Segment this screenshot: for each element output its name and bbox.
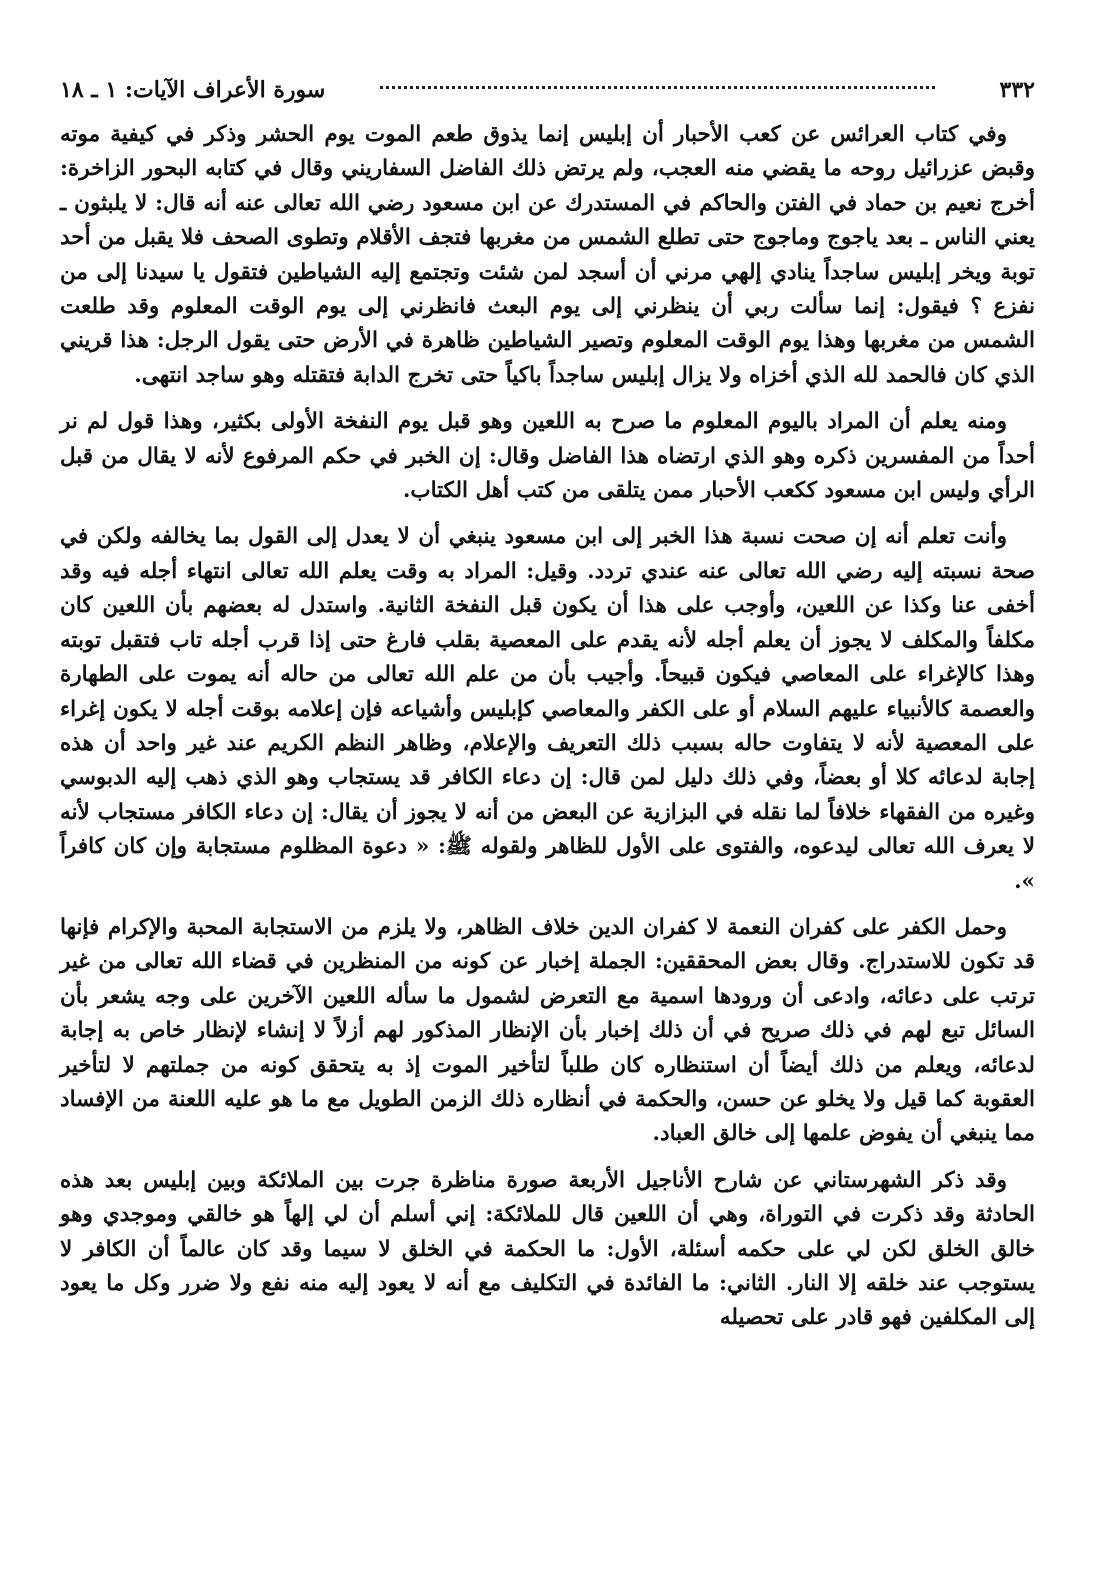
- page-header: [60, 72, 1035, 112]
- document-page: [60, 72, 1035, 1562]
- paragraph-4: وحمل الكفر على كفران النعمة لا كفران الدين خلاف الظاهر، ولا يلزم من الاستجابة المحبة والإكرام فإنها قد تكون للاستدراج. وقال بعض المحققين: الجملة إخبار عن كونه من المنظرين في قضاء الله تعالى من غير ترتب على دعائه، وادعى أن ورودها اسمية مع التعرض لشمول ما سأله اللعين الآخرين على وجه يشعر بأن السائل تبع لهم في ذلك صريح في أن ذلك إخبار بأن الإنظار المذكور لهم أزلاً لا إنشاء لإنظار خاص به إجابة لدعائه، ويعلم من ذلك أيضاً أن استنظاره كان طلباً لتأخير الموت إذ به يتحقق كونه من جملتهم لا لتأخير العقوبة كما قيل ولا يخلو عن حسن، والحكمة في أنظاره ذلك الزمن الطويل مع ما هو عليه اللعنة من الإفساد مما ينبغي أن يفوض علمها إلى خالق العباد.: [60, 914, 1035, 1147]
- header-dotted-leader: [380, 86, 935, 89]
- paragraph-2: ومنه يعلم أن المراد باليوم المعلوم ما صرح به اللعين وهو قبل يوم النفخة الأولى بكثير، وهذا قول لم نر أحداً من المفسرين ذكره وهو الذي ارتضاه هذا الفاضل وقال: إن الخبر في حكم المرفوع لأنه لا يقال من قبل الرأي وليس ابن مسعود ككعب الأحبار ممن يتلقى من كتب أهل الكتاب.: [60, 409, 1035, 504]
- paragraph-3: وأنت تعلم أنه إن صحت نسبة هذا الخبر إلى ابن مسعود ينبغي أن لا يعدل إلى القول بما يخالفه ولكن في صحة نسبته إليه رضي الله تعالى عنه عندي تردد. وقيل: المراد به وقت يعلم الله تعالى انتهاء أجله فيه وقد أخفى عنا وكذا عن اللعين، وأوجب على هذا أن يكون قبل النفخة الثانية. واستدل له بعضهم بأن اللعين كان مكلفاً والمكلف لا يجوز أن يعلم أجله لأنه يقدم على المعصية بقلب فارغ حتى إذا قرب أجله تاب فتقبل توبته وهذا كالإغراء على المعاصي فيكون قبيحاً. وأجيب بأن من علم الله تعالى من حاله أنه يموت على الطهارة والعصمة كالأنبياء عليهم السلام أو على الكفر والمعاصي كإبليس وأشياعه فإن إعلامه بوقت أجله لا يكون إغراء على المعصية لأنه لا يتفاوت حاله بسبب ذلك التعريف والإعلام، وظاهر النظم الكريم عند غير واحد أن هذه إجابة لدعائه كلا أو بعضاً، وفي ذلك دليل لمن قال: إن دعاء الكافر قد يستجاب وهو الذي ذهب إليه الدبوسي وغيره من الفقهاء خلافاً لما نقله في البزازية عن البعض من أنه لا يجوز أن يقال: إن دعاء الكافر مستجاب لأنه لا يعرف الله تعالى ليدعوه، والفتوى على الأول للظاهر ولقوله ﷺ: « دعوة المظلوم مستجابة وإن كان كافراً ».: [60, 524, 1035, 894]
- paragraph-5: وقد ذكر الشهرستاني عن شارح الأناجيل الأربعة صورة مناظرة جرت بين الملائكة وبين إبليس بعد هذه الحادثة وقد ذكرت في التوراة، وهي أن اللعين قال للملائكة: إني أسلم أن لي إلهاً هو خالقي وموجدي وهو خالق الخلق لكن لي على حكمه أسئلة، الأول: ما الحكمة في الخلق لا سيما وقد كان عالماً أن الكافر لا يستوجب عند خلقه إلا النار. الثاني: ما الفائدة في التكليف مع أنه لا يعود إليه منه نفع ولا ضرر وكل ما يعود إلى المكلفين فهو قادر على تحصيله: [60, 1167, 1035, 1331]
- body-text: [60, 118, 1035, 1336]
- page-number: ٣٣٢: [999, 77, 1035, 103]
- running-title: سورة الأعراف الآيات: ١ ـ ١٨: [60, 77, 326, 103]
- paragraph-1: وفي كتاب العرائس عن كعب الأحبار أن إبليس إنما يذوق طعم الموت يوم الحشر وذكر في كيفية موته وقبض عزرائيل روحه ما يقضي منه العجب، ولم يرتض ذلك الفاضل السفاريني وقال في كتابه البحور الزاخرة: أخرج نعيم بن حماد في الفتن والحاكم في المستدرك عن ابن مسعود رضي الله تعالى عنه أنه قال: لا يلبثون ـ يعني الناس ـ بعد ياجوج وماجوج حتى تطلع الشمس من مغربها فتجف الأقلام وتطوى الصحف فلا يقبل من أحد توبة ويخر إبليس ساجداً ينادي إلهي مرني أن أسجد لمن شئت وتجتمع إليه الشياطين فتقول يا سيدنا إلى من نفزع ؟ فيقول: إنما سألت ربي أن ينظرني إلى يوم البعث فانظرني إلى يوم الوقت المعلوم وقد طلعت الشمس من مغربها وهذا يوم الوقت المعلوم وتصير الشياطين ظاهرة في الأرض حتى يقول الرجل: هذا قريني الذي كان فالحمد لله الذي أخزاه ولا يزال إبليس ساجداً باكياً حتى تخرج الدابة فتقتله وهو ساجد انتهى.: [60, 122, 1035, 388]
